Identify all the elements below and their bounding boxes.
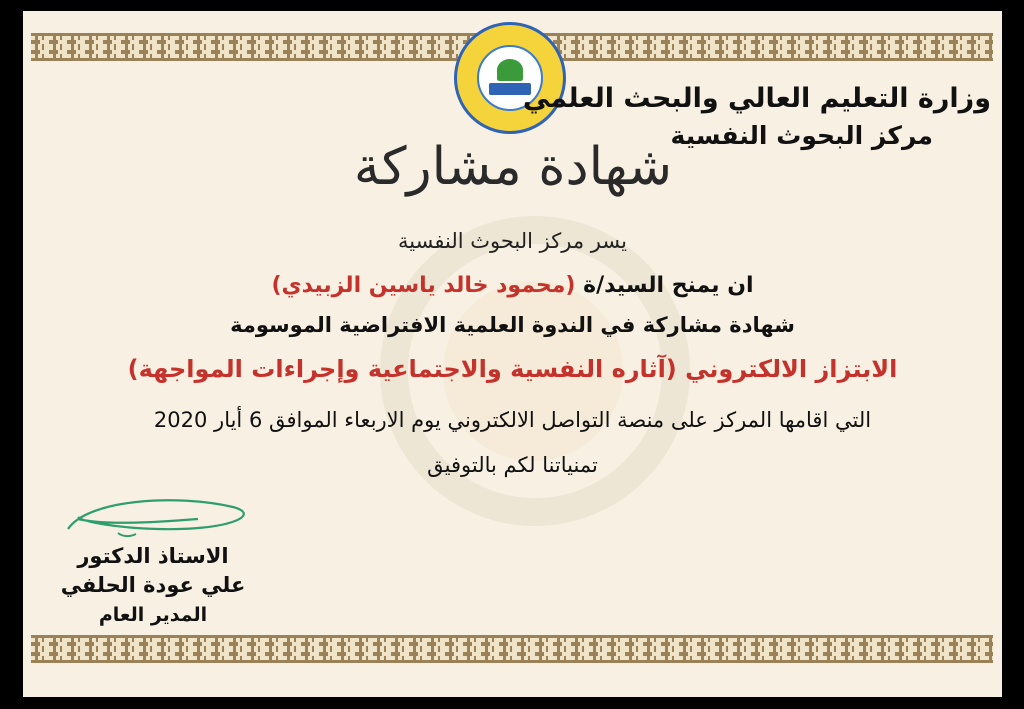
recipient-name: (محمود خالد ياسين الزبيدي): [271, 273, 576, 298]
certificate: [23, 11, 1002, 697]
intro-line: يسر مركز البحوث النفسية: [398, 229, 627, 253]
certificate-title: شهادة مشاركة: [353, 137, 673, 197]
center-name: مركز البحوث النفسية: [670, 121, 933, 150]
logo-figure-icon: [497, 59, 523, 81]
signatory-title: المدير العام: [98, 604, 208, 626]
signature-icon: [58, 489, 268, 545]
grant-prefix: ان يمنح السيد/ة: [583, 273, 754, 298]
signatory-name: علي عودة الحلفي: [60, 573, 246, 597]
closing-wish: تمنياتنا لكم بالتوفيق: [427, 453, 598, 477]
signatory-block: [53, 542, 253, 630]
participation-line: شهادة مشاركة في الندوة العلمية الافتراضية الموسومة: [230, 313, 795, 337]
seminar-details: التي اقامها المركز على منصة التواصل الالكتروني يوم الاربعاء الموافق 6 أيار 2020: [153, 408, 872, 432]
ministry-name: وزارة التعليم العالي والبحث العلمي: [522, 83, 991, 114]
grant-line: [23, 273, 1002, 298]
bottom-ornamental-border: [31, 635, 993, 663]
signatory-role: الاستاذ الدكتور: [77, 544, 229, 568]
center-logo-icon: [454, 22, 566, 134]
seminar-title: الابتزاز الالكتروني (آثاره النفسية والاجتماعية وإجراءات المواجهة): [127, 355, 898, 383]
